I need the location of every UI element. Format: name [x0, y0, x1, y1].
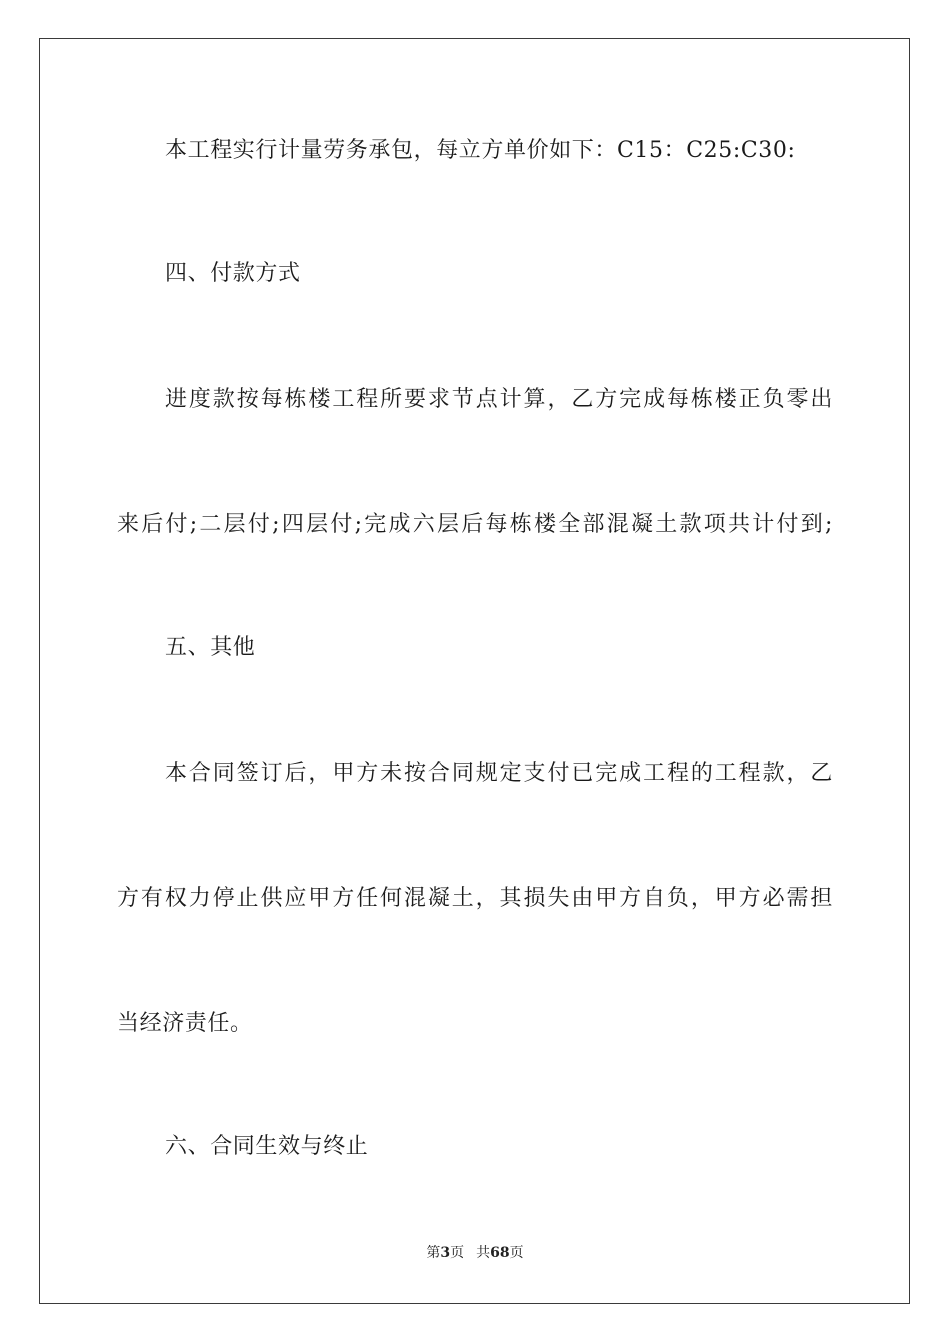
paragraph-progress-payment-line1: 进度款按每栋楼工程所要求节点计算，乙方完成每栋楼正负零出 [165, 387, 833, 412]
page-number-suffix: 页 [450, 1245, 465, 1261]
page-number-prefix: 第 [426, 1245, 441, 1261]
total-pages-suffix: 页 [509, 1245, 524, 1261]
page-border [39, 38, 910, 1304]
total-pages-prefix: 共 [476, 1245, 491, 1261]
current-page-number: 3 [440, 1245, 451, 1261]
section-heading-effect-termination: 六、合同生效与终止 [165, 1134, 369, 1159]
section-heading-payment: 四、付款方式 [165, 261, 301, 286]
section-heading-other: 五、其他 [165, 635, 256, 660]
paragraph-contract-line1: 本合同签订后，甲方未按合同规定支付已完成工程的工程款，乙 [165, 761, 833, 786]
paragraph-progress-payment-line2: 来后付;二层付;四层付;完成六层后每栋楼全部混凝土款项共计付到; [117, 512, 833, 537]
paragraph-unit-price: 本工程实行计量劳务承包，每立方单价如下：C15：C25:C30: [165, 138, 796, 163]
paragraph-contract-line2: 方有权力停止供应甲方任何混凝土，其损失由甲方自负，甲方必需担 [117, 886, 833, 911]
total-pages-number: 68 [490, 1245, 510, 1261]
paragraph-contract-line3: 当经济责任。 [117, 1011, 253, 1036]
page-footer [0, 1244, 950, 1262]
